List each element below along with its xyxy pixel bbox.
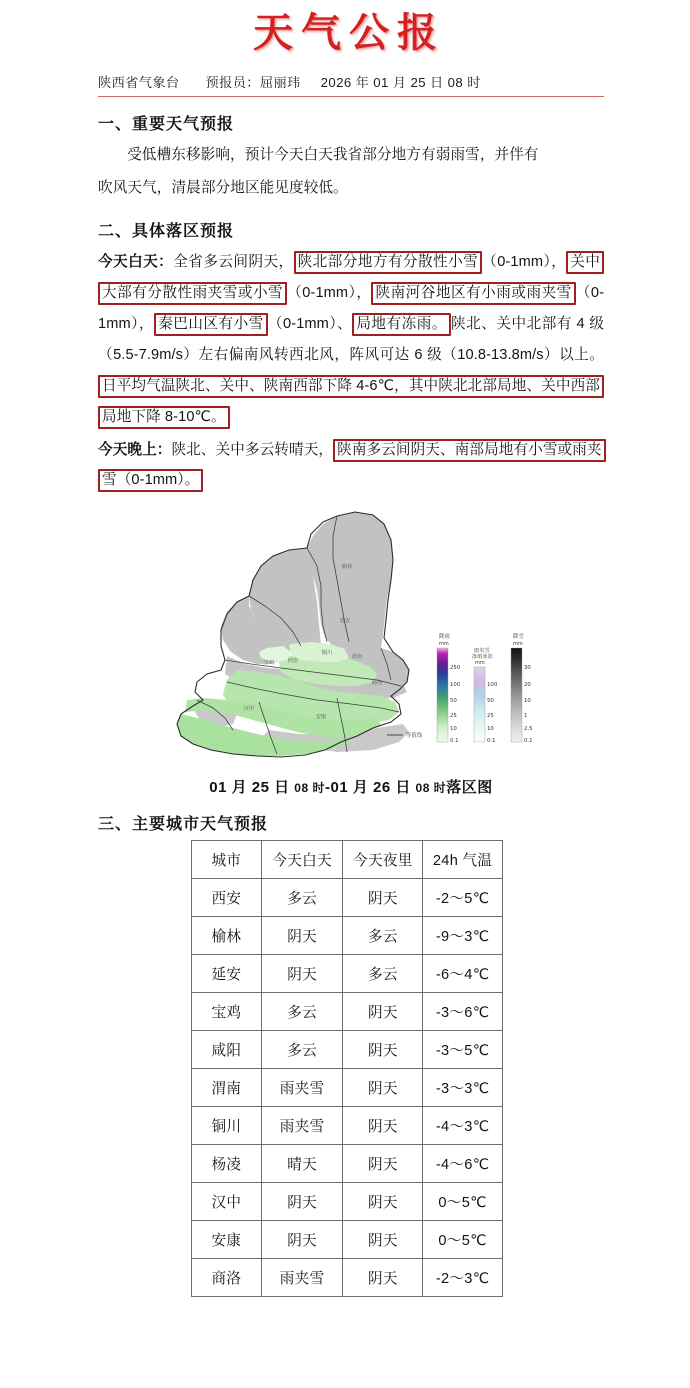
caption-part-b: 08 时 xyxy=(294,781,325,796)
col-daytime: 今天白天 xyxy=(261,841,343,879)
caption-part-e: 落区图 xyxy=(446,779,493,797)
cell-night: 多云 xyxy=(343,917,423,955)
cell-temperature: -3～6℃ xyxy=(423,993,503,1031)
daytime-text-2: （0-1mm）， xyxy=(482,253,567,270)
cell-night: 阴天 xyxy=(343,1259,423,1297)
cell-daytime: 雨夹雪 xyxy=(261,1069,343,1107)
cell-daytime: 阴天 xyxy=(261,917,343,955)
svg-text:汉中: 汉中 xyxy=(243,706,255,713)
cell-temperature: -4～3℃ xyxy=(423,1107,503,1145)
daytime-text-5: （0-1mm）、 xyxy=(267,315,353,332)
page-title: 天气公报 xyxy=(253,10,445,56)
night-label: 今天晚上： xyxy=(98,441,172,458)
daytime-text-1: 全省多云间阴天， xyxy=(173,253,294,270)
highlight-shaannan-night: 陕南多云间阴天、南部局地有小雪或雨夹雪（0-1mm）。 xyxy=(98,439,606,493)
table-row xyxy=(192,1259,503,1297)
legend-snow-colorbar xyxy=(511,648,522,742)
table-header-row xyxy=(192,841,503,879)
table-row xyxy=(192,1221,503,1259)
daytime-label: 今天白天： xyxy=(98,253,174,270)
table-row xyxy=(192,1183,503,1221)
legend-snow-title: 降雪 xyxy=(513,634,524,641)
cell-city: 榆林 xyxy=(192,917,262,955)
svg-text:0.1: 0.1 xyxy=(524,738,533,745)
col-city: 城市 xyxy=(192,841,262,879)
table-row xyxy=(192,955,503,993)
highlight-guanzhong-sleet: 关中大部有分散性雨夹雪或小雪 xyxy=(98,251,604,305)
cell-daytime: 晴天 xyxy=(261,1145,343,1183)
cell-daytime: 雨夹雪 xyxy=(261,1107,343,1145)
svg-text:100: 100 xyxy=(487,682,498,689)
table-row xyxy=(192,1145,503,1183)
caption-part-c: -01 月 26 日 xyxy=(324,779,416,797)
bulletin-meta xyxy=(98,72,604,97)
cell-city: 商洛 xyxy=(192,1259,262,1297)
legend-sleet-title2: 冻雨冰冻 xyxy=(472,654,493,661)
cell-city: 杨凌 xyxy=(192,1145,262,1183)
svg-text:商洛: 商洛 xyxy=(371,680,383,687)
cell-night: 阴天 xyxy=(343,1183,423,1221)
legend-snow-unit: mm xyxy=(513,641,523,648)
cell-city: 汉中 xyxy=(192,1183,262,1221)
table-body xyxy=(192,879,503,1297)
cell-daytime: 多云 xyxy=(261,993,343,1031)
forecaster-name: 预报员：屈丽玮 xyxy=(205,75,301,90)
table-row xyxy=(192,1107,503,1145)
svg-text:1: 1 xyxy=(524,713,528,720)
highlight-freezing-rain: 局地有冻雨。 xyxy=(352,313,451,336)
shaanxi-precipitation-map xyxy=(141,506,561,774)
highlight-shaannan-valley-rain: 陕南河谷地区有小雨或雨夹雪 xyxy=(371,282,575,305)
legend-rain-unit: mm xyxy=(439,641,449,648)
svg-text:30: 30 xyxy=(524,665,531,672)
caption-part-d: 08 时 xyxy=(415,781,447,796)
city-forecast-table xyxy=(191,840,503,1297)
cell-daytime: 多云 xyxy=(261,879,343,917)
cell-temperature: -2～5℃ xyxy=(423,879,503,917)
cell-night: 阴天 xyxy=(343,1069,423,1107)
map-holder xyxy=(98,506,604,774)
legend-sleet-colorbar xyxy=(474,667,485,742)
section-1-heading: 一、重要天气预报 xyxy=(98,116,235,133)
caption-part-a: 01 月 25 日 xyxy=(209,779,295,797)
svg-text:2.5: 2.5 xyxy=(524,726,533,733)
svg-text:25: 25 xyxy=(450,713,457,720)
svg-text:榆林: 榆林 xyxy=(341,564,353,571)
cell-night: 阴天 xyxy=(343,1221,423,1259)
map-caption xyxy=(98,776,604,797)
cell-night: 阴天 xyxy=(343,1031,423,1069)
highlight-temperature-drop: 日平均气温陕北、关中、陕南西部下降 4-6℃，其中陕北北部局地、关中西部局地下降 8-10℃。 xyxy=(98,375,604,429)
svg-text:延安: 延安 xyxy=(339,618,351,625)
section-2-night-paragraph xyxy=(98,435,604,497)
cell-temperature: -3～5℃ xyxy=(423,1031,503,1069)
table-row xyxy=(192,1069,503,1107)
svg-text:0.1: 0.1 xyxy=(487,738,496,745)
cell-daytime: 阴天 xyxy=(261,1221,343,1259)
night-text-1: 陕北、关中多云转晴天， xyxy=(171,441,334,458)
title-banner xyxy=(0,0,690,68)
cell-city: 渭南 xyxy=(192,1069,262,1107)
section-2-heading: 二、具体落区预报 xyxy=(98,222,235,240)
cell-temperature: -9～3℃ xyxy=(423,917,503,955)
section-1-paragraph-b: 吹风天气，清晨部分地区能见度较低。 xyxy=(98,179,348,196)
legend-rain-colorbar xyxy=(437,648,448,742)
svg-text:10: 10 xyxy=(450,726,457,733)
svg-text:安康: 安康 xyxy=(315,714,327,721)
cell-city: 延安 xyxy=(192,955,262,993)
svg-text:25: 25 xyxy=(487,713,494,720)
cell-temperature: -4～6℃ xyxy=(423,1145,503,1183)
issue-datetime: 2026 年 01 月 25 日 08 时 xyxy=(320,75,481,90)
cell-temperature: -2～3℃ xyxy=(423,1259,503,1297)
cell-daytime: 阴天 xyxy=(261,1183,343,1221)
cell-city: 西安 xyxy=(192,879,262,917)
cell-daytime: 多云 xyxy=(261,1031,343,1069)
col-night: 今天夜里 xyxy=(343,841,423,879)
table-row xyxy=(192,1031,503,1069)
cell-temperature: 0～5℃ xyxy=(423,1183,503,1221)
svg-text:250: 250 xyxy=(450,665,461,672)
table-row xyxy=(192,993,503,1031)
daytime-text-3: （0-1mm）， xyxy=(287,284,372,301)
document-body xyxy=(0,72,690,1297)
cell-temperature: -6～4℃ xyxy=(423,955,503,993)
cell-daytime: 雨夹雪 xyxy=(261,1259,343,1297)
cell-city: 铜川 xyxy=(192,1107,262,1145)
col-temperature: 24h 气温 xyxy=(423,841,503,879)
section-1-paragraph-a: 受低槽东移影响，预计今天白天我省部分地方有弱雨雪，并伴有 xyxy=(127,147,539,163)
cell-night: 多云 xyxy=(343,955,423,993)
legend-contour-label: 等值线 xyxy=(406,733,423,740)
svg-text:50: 50 xyxy=(450,698,457,705)
section-2-daytime-paragraph xyxy=(98,247,604,433)
svg-text:100: 100 xyxy=(450,682,461,689)
cell-daytime: 阴天 xyxy=(261,955,343,993)
cell-night: 阴天 xyxy=(343,879,423,917)
cell-temperature: -3～3℃ xyxy=(423,1069,503,1107)
svg-text:渭南: 渭南 xyxy=(351,654,363,661)
svg-text:西安: 西安 xyxy=(287,658,299,665)
cell-night: 阴天 xyxy=(343,993,423,1031)
precipitation-map-figure xyxy=(98,506,604,797)
daytime-text-4: （0-1mm）， xyxy=(98,284,605,332)
legend-rain-title: 降雨 xyxy=(439,634,450,641)
daytime-text-6-wind: 陕北、关中北部有 4 级（5.5-7.9m/s）左右偏南风转西北风，阵风可达 6 级（10.8-13.8m/s）以上。 xyxy=(98,315,605,363)
cell-night: 阴天 xyxy=(343,1107,423,1145)
table-row xyxy=(192,879,503,917)
cell-city: 咸阳 xyxy=(192,1031,262,1069)
section-3-heading: 三、主要城市天气预报 xyxy=(98,816,269,834)
cell-city: 安康 xyxy=(192,1221,262,1259)
svg-text:20: 20 xyxy=(524,682,531,689)
highlight-qinba-snow: 秦巴山区有小雪 xyxy=(154,313,268,336)
city-forecast-table-wrap xyxy=(98,840,604,1297)
legend-sleet-unit: mm xyxy=(475,660,485,667)
issuer-name: 陕西省气象台 xyxy=(98,75,180,90)
svg-text:10: 10 xyxy=(487,726,494,733)
table-row xyxy=(192,917,503,955)
cell-city: 宝鸡 xyxy=(192,993,262,1031)
highlight-north-snow: 陕北部分地方有分散性小雪 xyxy=(294,251,483,274)
legend-sleet-title: 雨夹雪 xyxy=(474,648,490,655)
svg-text:50: 50 xyxy=(487,698,494,705)
cell-night: 阴天 xyxy=(343,1145,423,1183)
svg-text:10: 10 xyxy=(524,698,531,705)
svg-text:宝鸡: 宝鸡 xyxy=(263,660,275,667)
svg-text:铜川: 铜川 xyxy=(321,650,333,657)
cell-temperature: 0～5℃ xyxy=(423,1221,503,1259)
svg-text:0.1: 0.1 xyxy=(450,738,459,745)
